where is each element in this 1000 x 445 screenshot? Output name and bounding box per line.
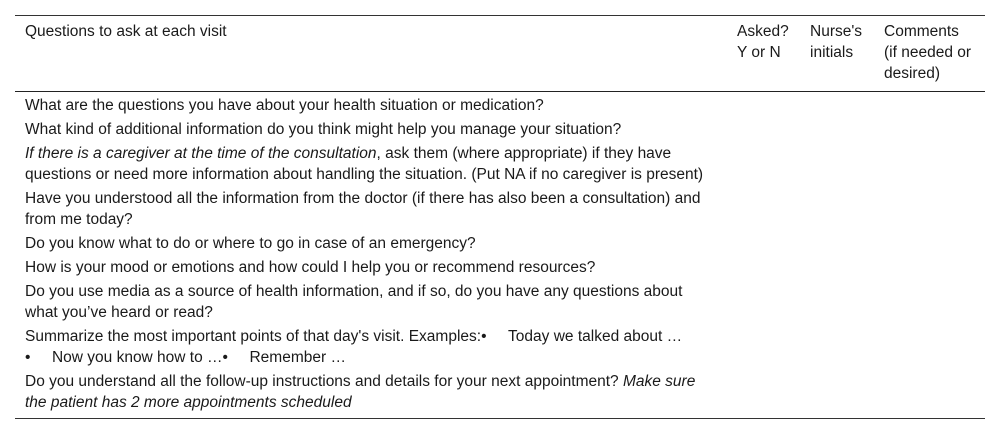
question-text: Have you understood all the information from the doctor (if there has also been a consultation) and from me today?: [25, 190, 701, 228]
asked-cell: [727, 142, 800, 187]
asked-cell: [727, 92, 800, 119]
table-row: [15, 92, 985, 119]
nurse-initials-cell: [800, 142, 874, 187]
table-row: [15, 256, 985, 280]
asked-cell: [727, 280, 800, 325]
asked-cell: [727, 232, 800, 256]
comments-cell: [874, 142, 985, 187]
table-row: [15, 118, 985, 142]
question-text: What are the questions you have about your health situation or medication?: [25, 97, 544, 114]
nurse-initials-cell: [800, 256, 874, 280]
header-asked: Asked? Y or N: [737, 23, 789, 61]
table-row: [15, 142, 985, 187]
question-cell: [15, 232, 727, 256]
comments-cell: [874, 256, 985, 280]
comments-cell: [874, 232, 985, 256]
nurse-initials-cell: [800, 325, 874, 370]
visit-questions-table: [15, 15, 985, 419]
comments-cell: [874, 118, 985, 142]
comments-cell: [874, 370, 985, 419]
table-row: [15, 370, 985, 419]
comments-cell: [874, 325, 985, 370]
question-cell: [15, 325, 727, 370]
question-italic-note: Make sure the patient has 2 more appointments scheduled: [25, 373, 696, 411]
table-row: [15, 325, 985, 370]
nurse-initials-cell: [800, 232, 874, 256]
table-body: [15, 92, 985, 419]
nurse-initials-cell: [800, 92, 874, 119]
header-nurse-initials: Nurse's initials: [810, 23, 863, 61]
header-row: [15, 16, 985, 92]
question-cell: [15, 118, 727, 142]
asked-cell: [727, 187, 800, 232]
header-questions: Questions to ask at each visit: [25, 23, 227, 40]
nurse-initials-cell: [800, 280, 874, 325]
nurse-initials-cell: [800, 187, 874, 232]
asked-cell: [727, 370, 800, 419]
question-text: Do you know what to do or where to go in case of an emergency?: [25, 235, 476, 252]
question-text: Do you use media as a source of health information, and if so, do you have any questions about what you’ve heard or read?: [25, 283, 683, 321]
comments-cell: [874, 92, 985, 119]
table-row: [15, 232, 985, 256]
question-cell: [15, 142, 727, 187]
question-text: Summarize the most important points of that day's visit. Examples:• Today we talked about … • Now you know how to …• Remember …: [25, 328, 683, 366]
asked-cell: [727, 118, 800, 142]
table-header: [15, 16, 985, 92]
question-cell: [15, 187, 727, 232]
nurse-initials-cell: [800, 370, 874, 419]
question-text: What kind of additional information do you think might help you manage your situation?: [25, 121, 622, 138]
header-comments: Comments (if needed or desired): [884, 23, 972, 82]
nurse-initials-cell: [800, 118, 874, 142]
comments-cell: [874, 187, 985, 232]
comments-cell: [874, 280, 985, 325]
table-row: [15, 280, 985, 325]
question-cell: [15, 92, 727, 119]
question-cell: [15, 370, 727, 419]
question-cell: [15, 256, 727, 280]
asked-cell: [727, 256, 800, 280]
question-italic-lead: If there is a caregiver at the time of the consultation: [25, 145, 377, 162]
question-cell: [15, 280, 727, 325]
asked-cell: [727, 325, 800, 370]
question-text: How is your mood or emotions and how could I help you or recommend resources?: [25, 259, 596, 276]
question-text: Do you understand all the follow-up instructions and details for your next appointment?: [25, 373, 623, 390]
table-row: [15, 187, 985, 232]
question-text: , ask them (where appropriate) if they have questions or need more information about handling the situation. (Put NA if no caregiver is present): [25, 145, 704, 183]
